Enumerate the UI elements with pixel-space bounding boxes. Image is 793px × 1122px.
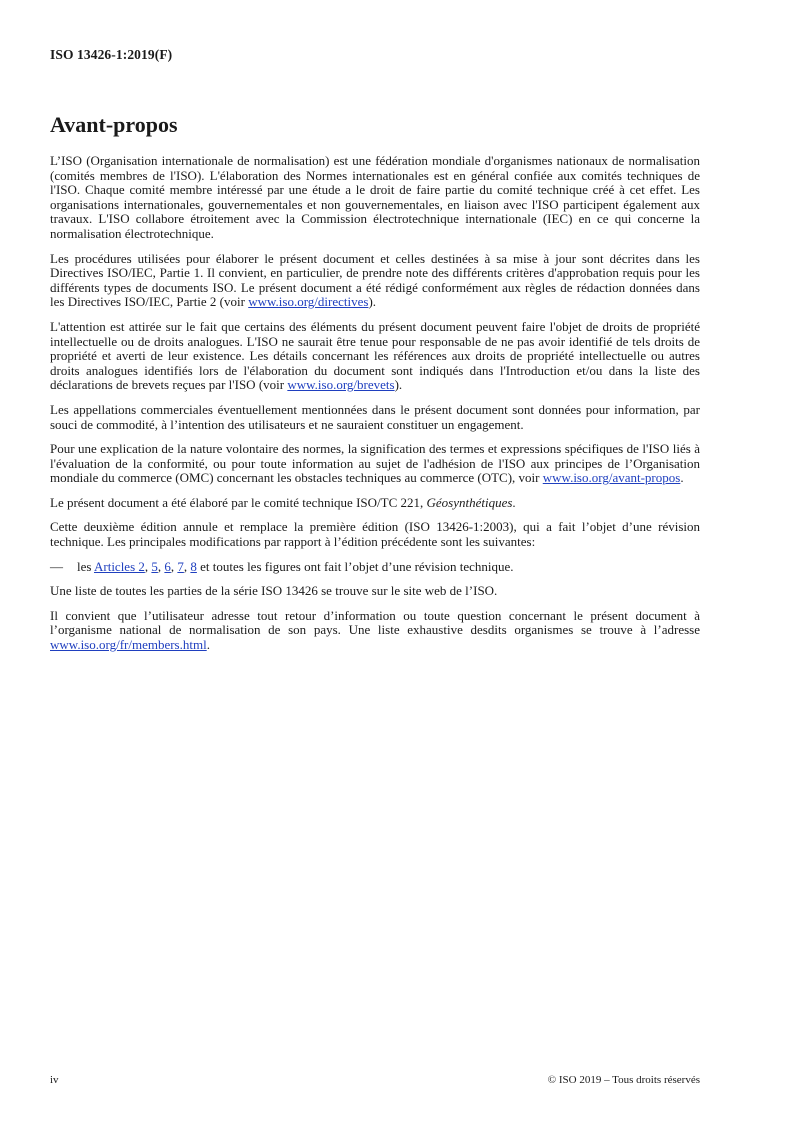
article-8-link[interactable]: 8 (190, 558, 197, 574)
paragraph-feedback (50, 609, 700, 653)
paragraph-committee-text: Le présent document a été élaboré par le comité technique ISO/TC 221, (50, 494, 427, 510)
directives-link[interactable]: www.iso.org/directives (248, 294, 369, 310)
paragraph-trade-names: Les appellations commerciales éventuellement mentionnées dans le présent document sont données pour information, par souci de commodité, à l’intention des utilisateurs et ne sauraient constituer un engagement. (50, 401, 700, 432)
foreword-link[interactable]: www.iso.org/avant-propos (542, 470, 681, 486)
committee-name: Géosynthétiques (426, 494, 513, 510)
paragraph-procedures (50, 252, 700, 310)
list-separator: , (157, 558, 165, 574)
article-7-link[interactable]: 7 (177, 558, 184, 574)
paragraph-patents-end: ). (394, 377, 403, 393)
articles-2-link[interactable]: Articles 2 (93, 558, 145, 574)
patents-link[interactable]: www.iso.org/brevets (287, 377, 395, 393)
list-separator: , (183, 558, 191, 574)
list-prefix: les (77, 558, 94, 574)
paragraph-voluntary-nature (50, 442, 700, 486)
page-footer (50, 1074, 700, 1086)
list-separator: , (170, 558, 178, 574)
paragraph-feedback-end: . (206, 637, 210, 653)
paragraph-iso-intro: L’ISO (Organisation internationale de normalisation) est une fédération mondiale d'organismes nationaux de normalisation (comités membres de l'ISO). L'élaboration des Normes internationales est en général confiée aux comités techniques de l'ISO. Chaque comité membre intéressé par une étude a le droit de faire partie du comité technique créé à cet effet. Les organisations internationales, gouvernementales et non gouvernementales, en liaison avec l'ISO participent également aux travaux. L'ISO collabore étroitement avec la Commission électrotechnique internationale (IEC) en ce qui concerne la normalisation électrotechnique. (50, 153, 700, 241)
paragraph-feedback-text: Il convient que l’utilisateur adresse tout retour d’information ou toute question concernant le présent document à l’organisme national de normalisation de son pays. Une liste exhaustive desdits organismes se trouve à l’adresse (50, 607, 700, 638)
list-suffix: et toutes les figures ont fait l’objet d’une révision technique. (196, 558, 514, 574)
list-item (50, 560, 700, 575)
paragraph-procedures-text: Les procédures utilisées pour élaborer le présent document et celles destinées à sa mise à jour sont décrites dans les Directives ISO/IEC, Partie 1. Il convient, en particulier, de prendre note des différents critères d'approbation requis pour les différents types de documents ISO. Le présent document a été rédigé conformément aux règles de rédaction données dans les Directives ISO/IEC, Partie 2 (voir (50, 250, 700, 310)
list-separator: , (144, 558, 152, 574)
paragraph-patents-text: L'attention est attirée sur le fait que certains des éléments du présent document peuvent faire l'objet de droits de propriété intellectuelle ou de droits analogues. L'ISO ne saurait être tenue pour responsable de ne pas avoir identifié de tels droits de propriété et averti de leur existence. Les détails concernant les références aux droits de propriété intellectuelle ou autres droits analogues identifiés lors de l'élaboration du document sont indiqués dans l'Introduction et/ou dans la liste des déclarations de brevets reçues par l'ISO (voir (50, 318, 700, 393)
list-dash: — (50, 558, 63, 574)
paragraph-voluntary-end: . (680, 470, 684, 486)
copyright-notice: © ISO 2019 – Tous droits réservés (547, 1074, 700, 1086)
paragraph-procedures-end: ). (368, 294, 377, 310)
document-body (50, 154, 700, 663)
page-title: Avant-propos (50, 112, 178, 137)
list-item-text (77, 560, 514, 575)
page-number: iv (50, 1074, 59, 1086)
members-link[interactable]: www.iso.org/fr/members.html (50, 637, 207, 653)
document-id-header: ISO 13426-1:2019(F) (50, 47, 173, 62)
paragraph-voluntary-text: Pour une explication de la nature volontaire des normes, la signification des termes et expressions spécifiques de l'ISO liés à l'évaluation de la conformité, ou pour toute information au sujet de l'adhésion de l'ISO aux principes de l’Organisation mondiale du commerce (OMC) concernant les obstacles techniques au commerce (OTC), voir (50, 441, 700, 486)
paragraph-series-parts: Une liste de toutes les parties de la série ISO 13426 se trouve sur le site web de l’ISO. (50, 583, 498, 599)
paragraph-committee (50, 496, 700, 511)
paragraph-patents (50, 320, 700, 393)
article-6-link[interactable]: 6 (164, 558, 171, 574)
paragraph-edition: Cette deuxième édition annule et remplace la première édition (ISO 13426-1:2003), qui a fait l’objet d’une révision technique. Les principales modifications par rapport à l’édition précédente sont les suivantes: (50, 519, 700, 550)
paragraph-committee-end: . (512, 494, 516, 510)
article-5-link[interactable]: 5 (151, 558, 158, 574)
